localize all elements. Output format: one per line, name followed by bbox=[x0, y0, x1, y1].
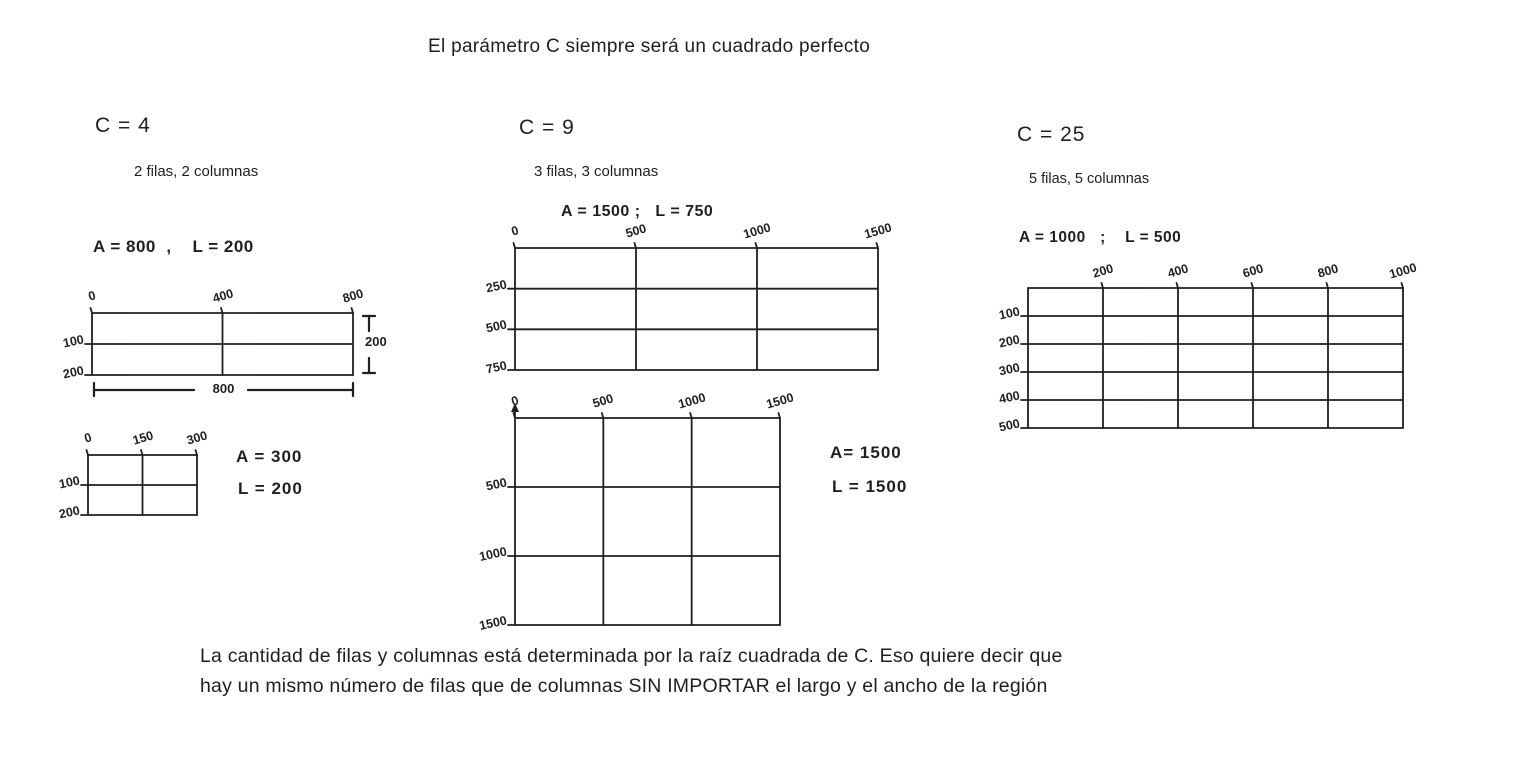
footer-text-line1: La cantidad de filas y columnas está determinada por la raíz cuadrada de C. Eso quiere decir que bbox=[200, 645, 1063, 667]
y-tick-label: 200 bbox=[997, 332, 1022, 351]
section-c25-params: A = 1000 ; L = 500 bbox=[1019, 229, 1182, 246]
y-tick-label: 400 bbox=[997, 388, 1022, 407]
x-tick-label: 800 bbox=[1316, 261, 1340, 281]
x-tick-label: 150 bbox=[130, 428, 155, 448]
section-c9-params: A = 1500 ; L = 750 bbox=[561, 203, 714, 220]
x-tick-label: 1500 bbox=[862, 220, 894, 242]
section-c4-params: A = 800 , L = 200 bbox=[93, 237, 254, 256]
c9-square-grid bbox=[477, 390, 796, 633]
x-tick-label: 300 bbox=[185, 428, 209, 448]
c9-wide-grid bbox=[484, 220, 894, 377]
page-title: El parámetro C siempre será un cuadrado perfecto bbox=[428, 36, 871, 57]
footer-text-line2: hay un mismo número de filas que de columnas SIN IMPORTAR el largo y el ancho de la región bbox=[200, 675, 1048, 697]
x-tick-label: 600 bbox=[1241, 261, 1265, 281]
y-tick-label: 200 bbox=[57, 503, 82, 522]
section-c9-subtitle: 3 filas, 3 columnas bbox=[534, 163, 659, 180]
x-tick-label: 500 bbox=[591, 391, 616, 411]
c4-small-grid bbox=[57, 428, 209, 522]
c4-main-grid bbox=[61, 286, 365, 382]
y-tick-label: 500 bbox=[484, 317, 509, 336]
c25-grid bbox=[997, 260, 1419, 435]
c9-square-grid-area-label: A= 1500 bbox=[830, 443, 902, 462]
x-tick-label: 400 bbox=[210, 286, 235, 306]
x-tick-label: 400 bbox=[1166, 261, 1190, 281]
section-c25-heading: C = 25 bbox=[1017, 123, 1086, 146]
y-tick-label: 500 bbox=[484, 475, 509, 494]
x-tick-label: 0 bbox=[509, 393, 521, 409]
c4-height-measure-label: 200 bbox=[365, 334, 387, 349]
x-tick-label: 0 bbox=[509, 223, 521, 239]
x-tick-label: 800 bbox=[341, 286, 365, 306]
section-c4-heading: C = 4 bbox=[95, 114, 151, 137]
y-tick-label: 100 bbox=[57, 473, 82, 492]
y-tick-label: 100 bbox=[61, 332, 86, 351]
y-tick-label: 100 bbox=[997, 304, 1022, 323]
c4-width-measure bbox=[92, 381, 355, 397]
y-tick-label: 1000 bbox=[477, 544, 509, 564]
y-tick-label: 250 bbox=[484, 277, 509, 296]
section-c9-heading: C = 9 bbox=[519, 116, 575, 139]
x-tick-label: 500 bbox=[624, 221, 648, 241]
section-c25-subtitle: 5 filas, 5 columnas bbox=[1029, 171, 1150, 187]
section-c4-subtitle: 2 filas, 2 columnas bbox=[134, 163, 259, 180]
y-tick-label: 200 bbox=[61, 363, 86, 382]
x-tick-label: 0 bbox=[82, 430, 94, 446]
x-tick-label: 1500 bbox=[764, 390, 796, 412]
y-tick-label: 500 bbox=[997, 416, 1022, 435]
y-tick-label: 300 bbox=[997, 360, 1022, 379]
x-tick-label: 0 bbox=[86, 288, 98, 304]
y-tick-label: 750 bbox=[484, 358, 509, 377]
c9-square-grid-length-label: L = 1500 bbox=[832, 477, 908, 496]
c4-width-measure-label: 800 bbox=[212, 381, 235, 396]
x-tick-label: 1000 bbox=[676, 390, 707, 412]
x-tick-label: 200 bbox=[1091, 261, 1115, 281]
y-tick-label: 1500 bbox=[477, 613, 509, 633]
c4-small-grid-area-label: A = 300 bbox=[236, 447, 303, 466]
c4-small-grid-length-label: L = 200 bbox=[238, 479, 303, 498]
x-tick-label: 1000 bbox=[1387, 260, 1419, 282]
c4-height-measure bbox=[359, 314, 387, 376]
x-tick-label: 1000 bbox=[741, 220, 773, 242]
